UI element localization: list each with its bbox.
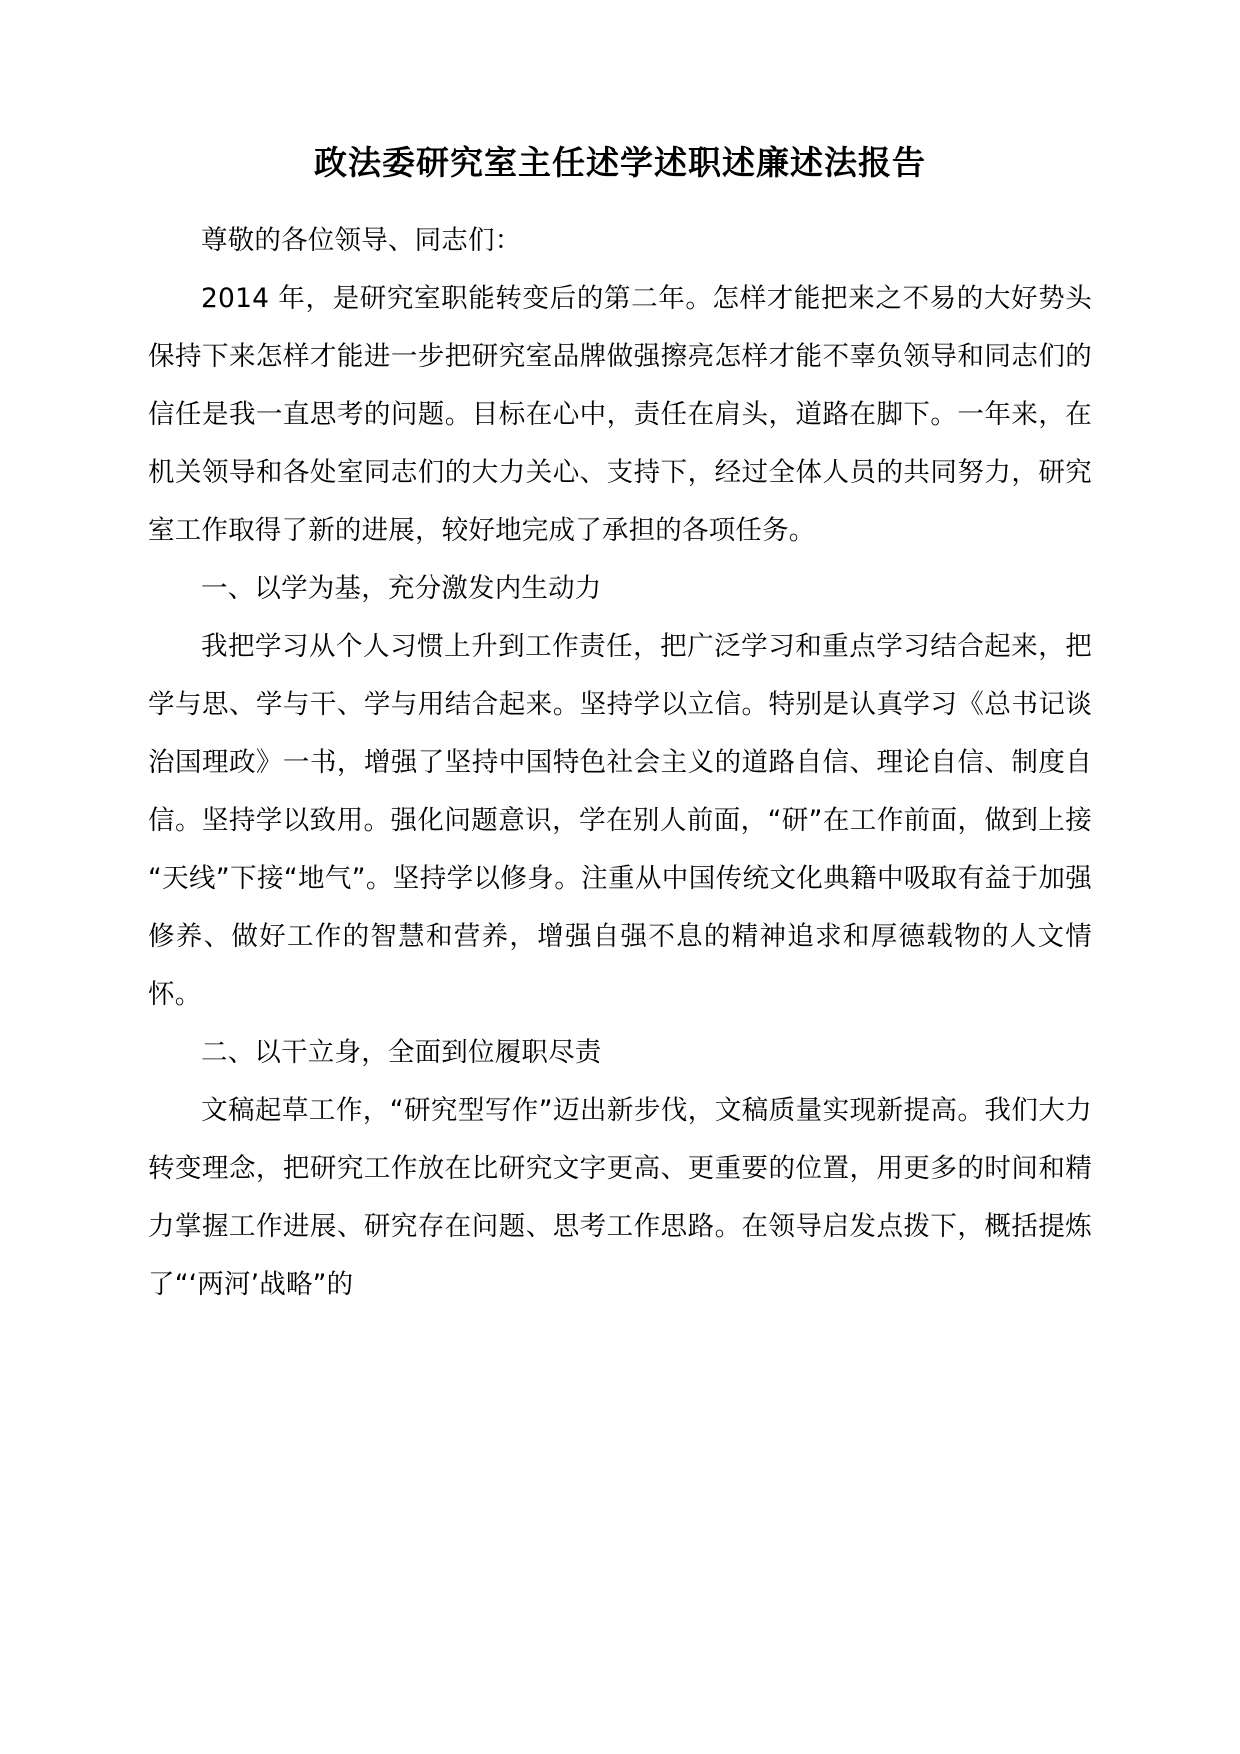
paragraph-section-two-body: 文稿起草工作，“研究型写作”迈出新步伐，文稿质量实现新提高。我们大力转变理念，把研究工作放在比研究文字更高、更重要的位置，用更多的时间和精力掌握工作进展、研究存在问题、思考工作思路。在领导启发点拨下，概括提炼了“‘两河’战略”的 [148, 1095, 1092, 1301]
paragraph-salutation: 尊敬的各位领导、同志们： [201, 225, 522, 257]
section-heading-one: 一、以学为基，充分激发内生动力 [201, 573, 602, 605]
page-title: 政法委研究室主任述学述职述廉述法报告 [314, 143, 926, 182]
paragraph-section-one-body: 我把学习从个人习惯上升到工作责任，把广泛学习和重点学习结合起来，把学与思、学与干、学与用结合起来。坚持学以立信。特别是认真学习《总书记谈治国理政》一书，增强了坚持中国特色社会主义的道路自信、理论自信、制度自信。坚持学以致用。强化问题意识，学在别人前面，“研”在工作前面，做到上接“天线”下接“地气”。坚持学以修身。注重从中国传统文化典籍中吸取有益于加强修养、做好工作的智慧和营养，增强自强不息的精神追求和厚德载物的人文情怀。 [148, 631, 1092, 1011]
paragraph-intro: 2014 年，是研究室职能转变后的第二年。怎样才能把来之不易的大好势头保持下来怎样才能进一步把研究室品牌做强擦亮怎样才能不辜负领导和同志们的信任是我一直思考的问题。目标在心中，责任在肩头，道路在脚下。一年来，在机关领导和各处室同志们的大力关心、支持下，经过全体人员的共同努力，研究室工作取得了新的进展，较好地完成了承担的各项任务。 [148, 283, 1092, 547]
section-heading-two: 二、以干立身，全面到位履职尽责 [201, 1037, 602, 1069]
